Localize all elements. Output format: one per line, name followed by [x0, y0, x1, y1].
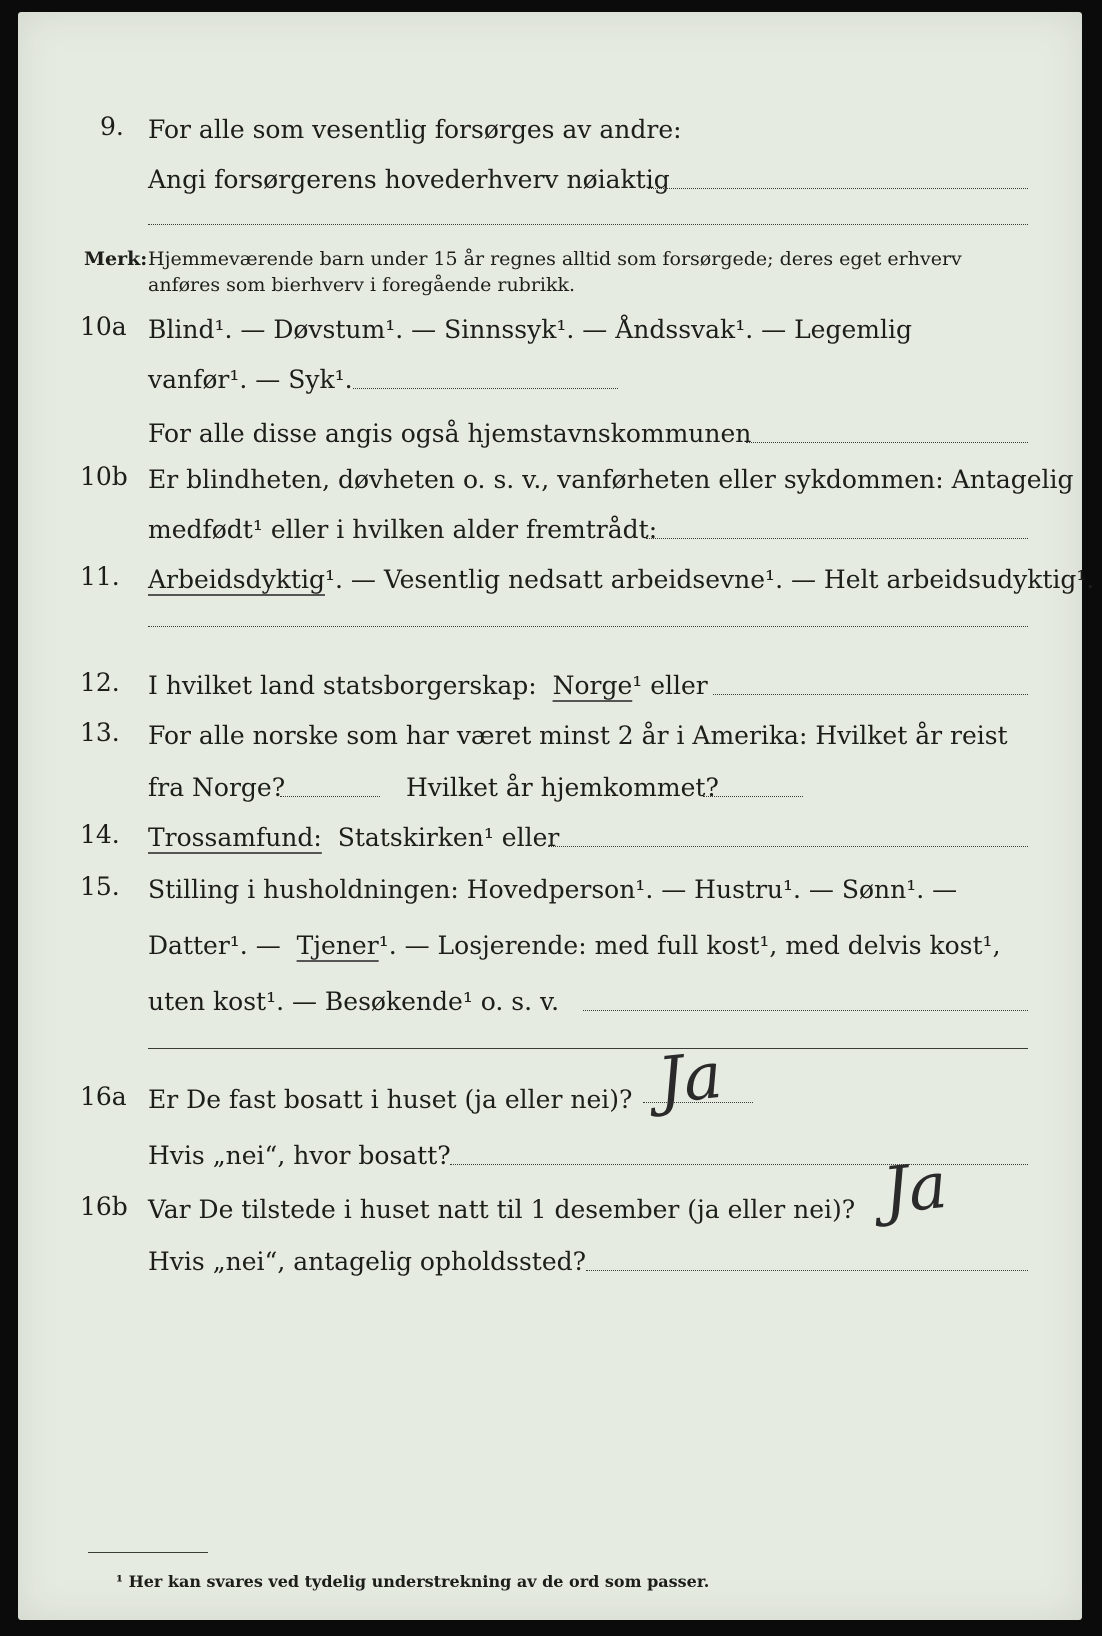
footnote-divider — [88, 1552, 208, 1553]
q15-answer-line[interactable] — [583, 1010, 1028, 1011]
q10b-answer-line[interactable] — [646, 538, 1028, 539]
q14-answer-line[interactable] — [548, 846, 1028, 847]
question-number-13: 13. — [80, 718, 120, 747]
q9-extra-line[interactable] — [148, 224, 1028, 225]
q14-line-1: Trossamfund: Statskirken¹ eller — [148, 823, 560, 852]
q10a-syk-answer-line[interactable] — [353, 388, 618, 389]
q9-line-1: For alle som vesentlig forsørges av andre: — [148, 115, 682, 144]
merk-line-1: Hjemmeværende barn under 15 år regnes alltid som forsørgede; deres eget erhverv — [148, 248, 962, 270]
merk-label: Merk: — [84, 248, 148, 270]
q13-line-1: For alle norske som har været minst 2 år i Amerika: Hvilket år reist — [148, 721, 1008, 750]
q13-line-2a: fra Norge? — [148, 773, 286, 802]
arbeidsdyktig-underlined: Arbeidsdyktig — [148, 565, 325, 594]
question-number-16b: 16b — [80, 1192, 128, 1221]
question-number-15: 15. — [80, 872, 120, 901]
q13-hjemkommet-answer-line[interactable] — [703, 796, 803, 797]
q9-line-2: Angi forsørgerens hovederhverv nøiaktig — [148, 165, 670, 194]
trossamfund-underlined: Trossamfund: — [148, 823, 322, 852]
q16b-handwritten-answer: Ja — [879, 1148, 951, 1230]
merk-line-2: anføres som bierhverv i foregående rubrikk. — [148, 274, 576, 296]
q13-reist-answer-line[interactable] — [280, 796, 380, 797]
q11-line-1: Arbeidsdyktig ¹. — Vesentlig nedsatt arbeidsevne¹. — Helt arbeidsudyktig¹. — [148, 565, 1095, 594]
q15-extra-line[interactable] — [148, 1048, 1028, 1049]
q16a-line-1: Er De fast bosatt i huset (ja eller nei)? — [148, 1085, 633, 1114]
q10b-line-1: Er blindheten, døvheten o. s. v., vanførheten eller sykdommen: Antagelig — [148, 465, 1074, 494]
q12-line-1: I hvilket land statsborgerskap: Norge ¹ eller — [148, 671, 708, 700]
question-number-16a: 16a — [80, 1082, 127, 1111]
q10a-line-3: For alle disse angis også hjemstavnskommunen — [148, 419, 752, 448]
q11-extra-line[interactable] — [148, 626, 1028, 627]
q9-answer-line[interactable] — [648, 188, 1028, 189]
question-number-12: 12. — [80, 668, 120, 697]
census-form-page — [18, 12, 1095, 1620]
q10a-line-2: vanfør¹. — Syk¹. — [148, 365, 353, 394]
q16a-handwritten-answer: Ja — [654, 1038, 726, 1120]
q10a-line-1: Blind¹. — Døvstum¹. — Sinnssyk¹. — Åndssvak¹. — Legemlig — [148, 315, 912, 344]
q10b-line-2: medfødt¹ eller i hvilken alder fremtrådt: — [148, 515, 658, 544]
norge-underlined: Norge — [552, 671, 633, 700]
q15-line-2: Datter¹. — Tjener ¹. — Losjerende: med full kost¹, med delvis kost¹, — [148, 931, 1001, 960]
q15-line-3: uten kost¹. — Besøkende¹ o. s. v. — [148, 987, 560, 1016]
q16b-line-2: Hvis „nei“, antagelig opholdssted? — [148, 1247, 587, 1276]
tjener-underlined: Tjener — [296, 931, 379, 960]
footnote: ¹ Her kan svares ved tydelig understrekning av de ord som passer. — [116, 1572, 710, 1591]
q16a-line-2: Hvis „nei“, hvor bosatt? — [148, 1141, 451, 1170]
question-number-11: 11. — [80, 562, 120, 591]
question-number-10b: 10b — [80, 462, 128, 491]
q13-line-2b: Hvilket år hjemkommet? — [406, 773, 719, 802]
q16b-answer-line[interactable] — [586, 1270, 1028, 1271]
q16b-line-1: Var De tilstede i huset natt til 1 desember (ja eller nei)? — [148, 1195, 856, 1224]
question-number-9: 9. — [100, 112, 124, 141]
q12-answer-line[interactable] — [713, 694, 1028, 695]
question-number-10a: 10a — [80, 312, 127, 341]
q15-line-1: Stilling i husholdningen: Hovedperson¹. — Hustru¹. — Sønn¹. — — [148, 875, 958, 904]
question-number-14: 14. — [80, 820, 120, 849]
